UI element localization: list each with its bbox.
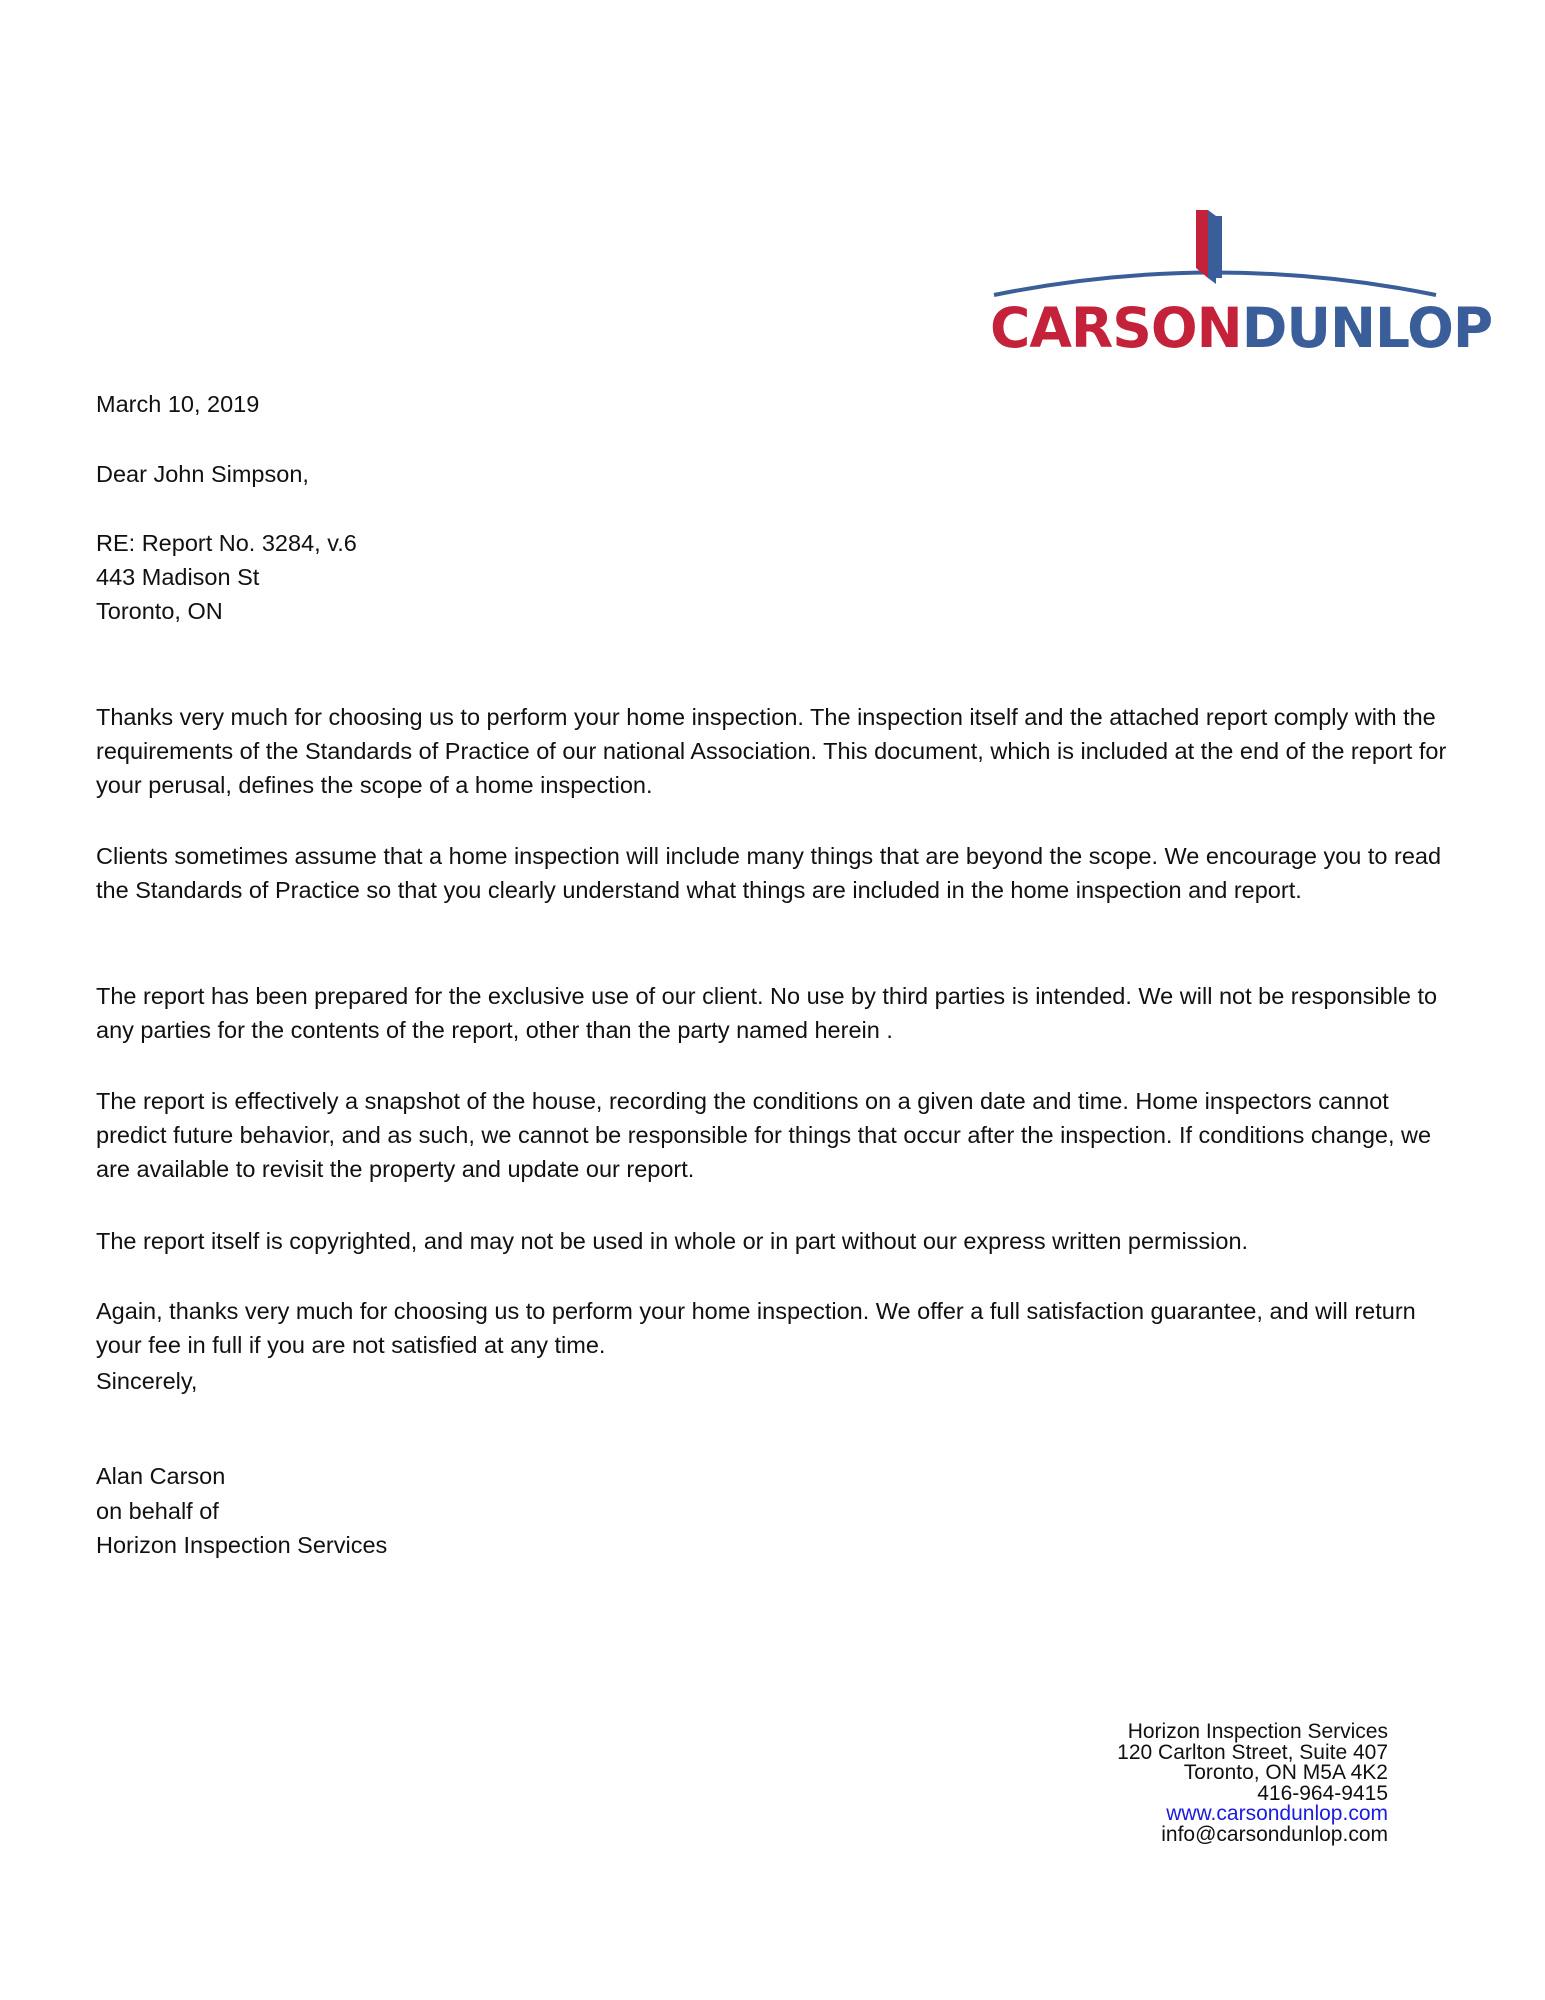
footer-contact-block bbox=[1117, 1722, 1388, 1845]
signer-name: Alan Carson bbox=[96, 1463, 226, 1489]
letter-paragraph-6: Again, thanks very much for choosing us to perform your home inspection. We offer a full satisfaction guarantee, and will return your fee in full if you are not satisfied at any time. bbox=[96, 1298, 1416, 1358]
footer-website-link[interactable]: www.carsondunlop.com bbox=[1166, 1802, 1388, 1825]
letter-closing: Sincerely, bbox=[96, 1368, 198, 1394]
signer-behalf: on behalf of bbox=[96, 1498, 219, 1524]
letter-address-city: Toronto, ON bbox=[96, 598, 223, 624]
letter-re-line: RE: Report No. 3284, v.6 bbox=[96, 530, 357, 556]
logo-text-carson: CARSON bbox=[990, 296, 1242, 360]
footer-city: Toronto, ON M5A 4K2 bbox=[1183, 1761, 1388, 1784]
letter-paragraph-4: The report is effectively a snapshot of the house, recording the conditions on a given date and time. Home inspectors cannot predict future behavior, and as such, we cannot be responsible for things that occur after the inspection. If conditions change, we are available to revisit the property and update our report. bbox=[96, 1088, 1432, 1182]
letter-paragraph-3: The report has been prepared for the exclusive use of our client. No use by third parties is intended. We will not be responsible to any parties for the contents of the report, other than the party named herein . bbox=[96, 983, 1438, 1043]
footer-company: Horizon Inspection Services bbox=[1127, 1720, 1388, 1743]
letter-date: March 10, 2019 bbox=[96, 391, 260, 417]
logo-wordmark bbox=[990, 296, 1493, 360]
footer-street: 120 Carlton Street, Suite 407 bbox=[1117, 1740, 1388, 1764]
company-logo bbox=[990, 210, 1493, 360]
letter-paragraph-5: The report itself is copyrighted, and may not be used in whole or in part without our express written permission. bbox=[96, 1228, 1249, 1254]
footer-phone: 416-964-9415 bbox=[1257, 1781, 1388, 1805]
letter-address-street: 443 Madison St bbox=[96, 564, 260, 590]
signer-company: Horizon Inspection Services bbox=[96, 1532, 388, 1558]
logo-text-dunlop: DUNLOP bbox=[1241, 296, 1493, 360]
footer-email: info@carsondunlop.com bbox=[1161, 1822, 1388, 1846]
letter-paragraph-1: Thanks very much for choosing us to perform your home inspection. The inspection itself and the attached report comply with the requirements of the Standards of Practice of our national Association. This document, which is included at the end of the report for your perusal, defines the scope of a home inspection. bbox=[96, 704, 1447, 798]
letter-salutation: Dear John Simpson, bbox=[96, 461, 309, 487]
letter-paragraph-2: Clients sometimes assume that a home inspection will include many things that are beyond the scope. We encourage you to read the Standards of Practice so that you clearly understand what things are included in the home inspection and report. bbox=[96, 843, 1442, 903]
